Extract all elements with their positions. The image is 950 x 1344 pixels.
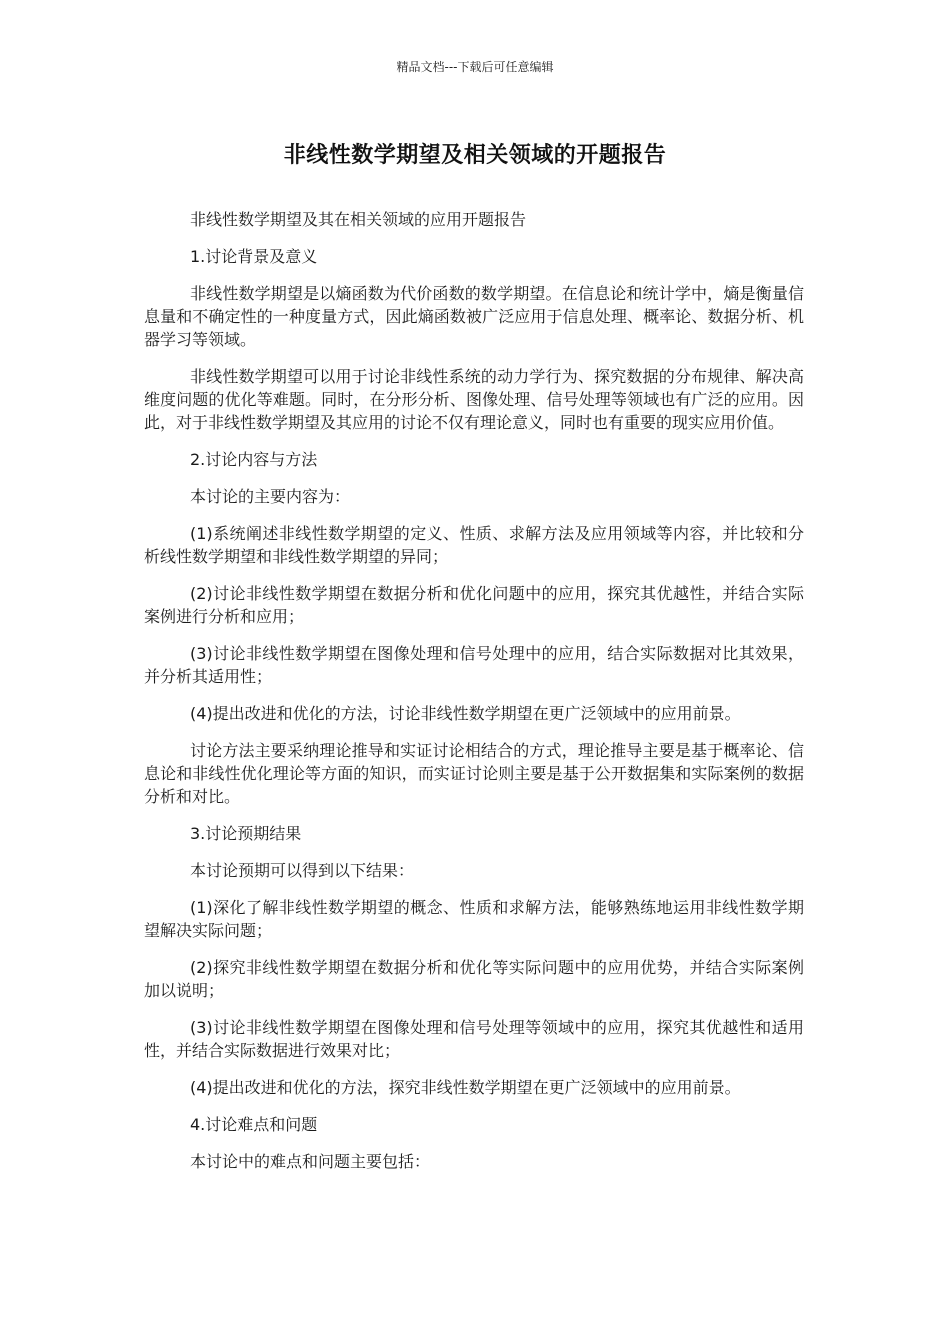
section-heading-difficulties: 4.讨论难点和问题 (190, 1115, 318, 1134)
body-paragraph: 本讨论中的难点和问题主要包括： (190, 1152, 431, 1171)
header-note: 精品文档---下载后可任意编辑 (396, 60, 554, 74)
list-item: (1)系统阐述非线性数学期望的定义、性质、求解方法及应用领域等内容，并比较和分析线性数学期望和非线性数学期望的异同； (144, 524, 804, 566)
list-item: (2)探究非线性数学期望在数据分析和优化等实际问题中的应用优势，并结合实际案例加以说明； (144, 958, 804, 1000)
document-body (144, 208, 804, 1187)
list-item: (1)深化了解非线性数学期望的概念、性质和求解方法，能够熟练地运用非线性数学期望解决实际问题； (144, 898, 804, 940)
body-paragraph: 非线性数学期望可以用于讨论非线性系统的动力学行为、探究数据的分布规律、解决高维度问题的优化等难题。同时，在分形分析、图像处理、信号处理等领域也有广泛的应用。因此，对于非线性数学期望及其应用的讨论不仅有理论意义，同时也有重要的现实应用价值。 (144, 367, 804, 432)
subtitle-paragraph: 非线性数学期望及其在相关领域的应用开题报告 (190, 210, 527, 229)
list-item: (4)提出改进和优化的方法，讨论非线性数学期望在更广泛领域中的应用前景。 (190, 704, 741, 723)
body-paragraph: 非线性数学期望是以熵函数为代价函数的数学期望。在信息论和统计学中，熵是衡量信息量和不确定性的一种度量方式，因此熵函数被广泛应用于信息处理、概率论、数据分析、机器学习等领域。 (144, 284, 804, 349)
body-paragraph: 讨论方法主要采纳理论推导和实证讨论相结合的方式，理论推导主要是基于概率论、信息论和非线性优化理论等方面的知识，而实证讨论则主要是基于公开数据集和实际案例的数据分析和对比。 (144, 741, 804, 806)
section-heading-background: 1.讨论背景及意义 (190, 247, 318, 266)
document-title: 非线性数学期望及相关领域的开题报告 (283, 143, 667, 168)
list-item: (4)提出改进和优化的方法，探究非线性数学期望在更广泛领域中的应用前景。 (190, 1078, 741, 1097)
body-paragraph: 本讨论预期可以得到以下结果： (190, 861, 415, 880)
list-item: (2)讨论非线性数学期望在数据分析和优化问题中的应用，探究其优越性，并结合实际案例进行分析和应用； (144, 584, 804, 626)
body-paragraph: 本讨论的主要内容为： (190, 487, 351, 506)
list-item: (3)讨论非线性数学期望在图像处理和信号处理等领域中的应用，探究其优越性和适用性，并结合实际数据进行效果对比； (144, 1018, 804, 1060)
section-heading-content-method: 2.讨论内容与方法 (190, 450, 318, 469)
section-heading-expected-results: 3.讨论预期结果 (190, 824, 302, 843)
list-item: (3)讨论非线性数学期望在图像处理和信号处理中的应用，结合实际数据对比其效果，并分析其适用性； (144, 644, 804, 686)
